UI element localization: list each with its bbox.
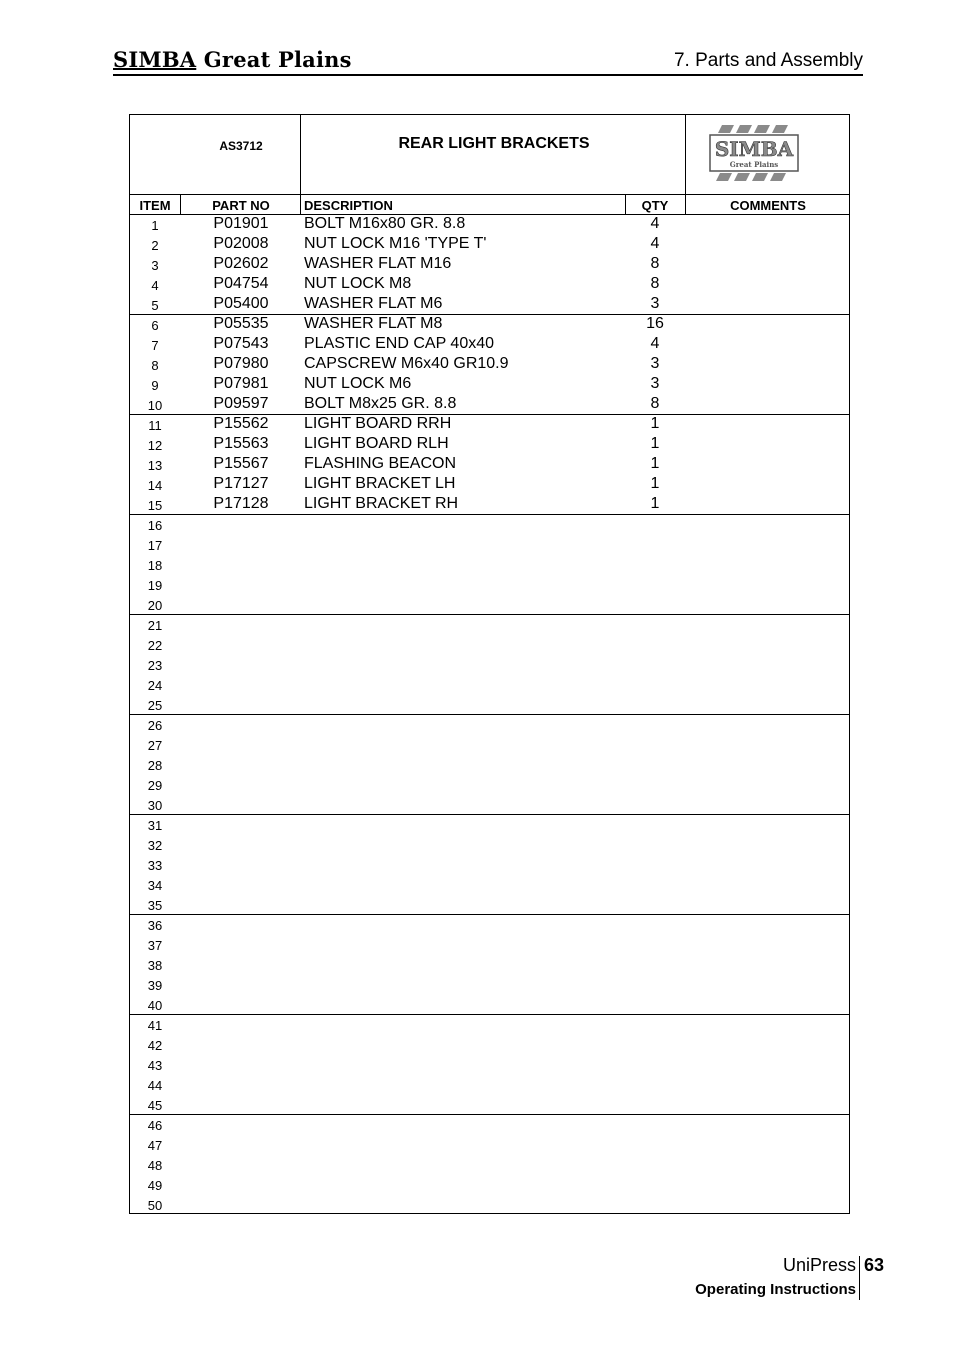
item-cell: 28 bbox=[147, 758, 163, 773]
table-row bbox=[130, 475, 849, 495]
description-cell: NUT LOCK M6 bbox=[304, 375, 412, 392]
description-cell: LIGHT BRACKET LH bbox=[304, 475, 456, 492]
item-cell: 36 bbox=[147, 918, 163, 933]
item-cell: 19 bbox=[147, 578, 163, 593]
item-cell: 5 bbox=[151, 298, 159, 313]
item-cell: 6 bbox=[151, 318, 159, 333]
part-no-cell: P07981 bbox=[213, 375, 269, 392]
table-row bbox=[130, 1155, 849, 1175]
item-cell: 31 bbox=[147, 818, 163, 833]
table-row bbox=[130, 1015, 849, 1035]
item-cell: 27 bbox=[147, 738, 163, 753]
part-no-cell: P01901 bbox=[213, 215, 269, 232]
item-cell: 32 bbox=[147, 838, 163, 853]
description-cell: NUT LOCK M8 bbox=[304, 275, 412, 292]
item-cell: 35 bbox=[147, 898, 163, 913]
qty-cell: 16 bbox=[646, 315, 664, 332]
table-row bbox=[130, 435, 849, 455]
description-cell: LIGHT BRACKET RH bbox=[304, 495, 459, 512]
item-cell: 49 bbox=[147, 1178, 163, 1193]
table-row bbox=[130, 915, 849, 935]
column-header-description: DESCRIPTION bbox=[304, 198, 393, 213]
table-row bbox=[130, 315, 849, 335]
table-row bbox=[130, 755, 849, 775]
table-row bbox=[130, 995, 849, 1015]
qty-cell: 3 bbox=[650, 355, 660, 372]
table-row bbox=[130, 375, 849, 395]
column-header-item: ITEM bbox=[139, 198, 171, 213]
table-row bbox=[130, 1115, 849, 1135]
table-row bbox=[130, 635, 849, 655]
table-row bbox=[130, 255, 849, 275]
item-cell: 30 bbox=[147, 798, 163, 813]
table-row bbox=[130, 615, 849, 635]
table-row bbox=[130, 455, 849, 475]
description-cell: BOLT M8x25 GR. 8.8 bbox=[304, 395, 457, 412]
description-cell: WASHER FLAT M8 bbox=[304, 315, 443, 332]
parts-rows bbox=[130, 215, 849, 1215]
table-row bbox=[130, 1135, 849, 1155]
table-row bbox=[130, 595, 849, 615]
qty-cell: 1 bbox=[650, 435, 660, 452]
qty-cell: 4 bbox=[650, 215, 660, 232]
table-row bbox=[130, 815, 849, 835]
description-cell: BOLT M16x80 GR. 8.8 bbox=[304, 215, 466, 232]
table-row bbox=[130, 1195, 849, 1215]
table-row bbox=[130, 895, 849, 915]
description-cell: LIGHT BOARD RRH bbox=[304, 415, 452, 432]
table-row bbox=[130, 1055, 849, 1075]
simba-logo-icon bbox=[708, 125, 802, 181]
column-header-top-rule bbox=[130, 194, 849, 195]
item-cell: 10 bbox=[147, 398, 163, 413]
part-no-cell: P04754 bbox=[213, 275, 269, 292]
qty-cell: 1 bbox=[650, 415, 660, 432]
brand-simba: SIMBA bbox=[113, 47, 197, 72]
qty-cell: 4 bbox=[650, 235, 660, 252]
footer-subtitle: Operating Instructions bbox=[695, 1281, 856, 1298]
table-row bbox=[130, 215, 849, 235]
table-row bbox=[130, 855, 849, 875]
column-header-part-no: PART NO bbox=[212, 198, 270, 213]
item-cell: 26 bbox=[147, 718, 163, 733]
part-no-cell: P05400 bbox=[213, 295, 269, 312]
qty-cell: 8 bbox=[650, 275, 660, 292]
part-no-cell: P07543 bbox=[213, 335, 269, 352]
item-cell: 25 bbox=[147, 698, 163, 713]
table-row bbox=[130, 795, 849, 815]
item-cell: 43 bbox=[147, 1058, 163, 1073]
assembly-title: REAR LIGHT BRACKETS bbox=[398, 135, 590, 152]
item-cell: 21 bbox=[147, 618, 163, 633]
item-cell: 15 bbox=[147, 498, 163, 513]
item-cell: 3 bbox=[151, 258, 159, 273]
part-no-cell: P15563 bbox=[213, 435, 269, 452]
item-cell: 39 bbox=[147, 978, 163, 993]
description-cell: WASHER FLAT M16 bbox=[304, 255, 452, 272]
part-no-cell: P17127 bbox=[213, 475, 269, 492]
table-row bbox=[130, 955, 849, 975]
item-cell: 29 bbox=[147, 778, 163, 793]
parts-table bbox=[129, 114, 850, 1214]
table-row bbox=[130, 515, 849, 535]
item-cell: 18 bbox=[147, 558, 163, 573]
assembly-number: AS3712 bbox=[219, 139, 263, 153]
item-cell: 13 bbox=[147, 458, 163, 473]
table-row bbox=[130, 655, 849, 675]
qty-cell: 4 bbox=[650, 335, 660, 352]
item-cell: 17 bbox=[147, 538, 163, 553]
table-row bbox=[130, 535, 849, 555]
item-cell: 4 bbox=[151, 278, 159, 293]
item-cell: 24 bbox=[147, 678, 163, 693]
table-row bbox=[130, 975, 849, 995]
column-header-qty: QTY bbox=[641, 198, 669, 213]
item-cell: 46 bbox=[147, 1118, 163, 1133]
item-cell: 9 bbox=[151, 378, 159, 393]
item-cell: 20 bbox=[147, 598, 163, 613]
description-cell: CAPSCREW M6x40 GR10.9 bbox=[304, 355, 509, 372]
table-row bbox=[130, 355, 849, 375]
item-cell: 1 bbox=[151, 218, 159, 233]
table-row bbox=[130, 1075, 849, 1095]
item-cell: 14 bbox=[147, 478, 163, 493]
item-cell: 42 bbox=[147, 1038, 163, 1053]
item-cell: 47 bbox=[147, 1138, 163, 1153]
item-cell: 44 bbox=[147, 1078, 163, 1093]
item-cell: 50 bbox=[147, 1198, 163, 1213]
part-no-cell: P15567 bbox=[213, 455, 269, 472]
item-cell: 41 bbox=[147, 1018, 163, 1033]
table-row bbox=[130, 1035, 849, 1055]
brand-title bbox=[113, 47, 352, 72]
table-row bbox=[130, 1175, 849, 1195]
footer-divider bbox=[859, 1256, 860, 1300]
table-row bbox=[130, 695, 849, 715]
qty-cell: 8 bbox=[650, 255, 660, 272]
brand-great-plains: Great Plains bbox=[203, 47, 352, 72]
svg-text:Great Plains: Great Plains bbox=[729, 160, 779, 169]
table-row bbox=[130, 415, 849, 435]
page-number: 63 bbox=[864, 1255, 885, 1275]
qty-cell: 1 bbox=[650, 475, 660, 492]
item-cell: 23 bbox=[147, 658, 163, 673]
description-cell: LIGHT BOARD RLH bbox=[304, 435, 449, 452]
table-row bbox=[130, 295, 849, 315]
item-cell: 40 bbox=[147, 998, 163, 1013]
table-row bbox=[130, 495, 849, 515]
item-cell: 2 bbox=[151, 238, 159, 253]
table-row bbox=[130, 395, 849, 415]
part-no-cell: P17128 bbox=[213, 495, 269, 512]
item-cell: 45 bbox=[147, 1098, 163, 1113]
simba-logo bbox=[708, 125, 802, 181]
table-row bbox=[130, 275, 849, 295]
table-row bbox=[130, 875, 849, 895]
part-no-cell: P09597 bbox=[213, 395, 269, 412]
item-cell: 48 bbox=[147, 1158, 163, 1173]
qty-cell: 1 bbox=[650, 495, 660, 512]
footer-product: UniPress bbox=[782, 1255, 856, 1275]
table-row bbox=[130, 235, 849, 255]
table-row bbox=[130, 715, 849, 735]
description-cell: NUT LOCK M16 'TYPE T' bbox=[304, 235, 487, 252]
part-no-cell: P05535 bbox=[213, 315, 269, 332]
item-cell: 11 bbox=[148, 418, 162, 433]
table-row bbox=[130, 555, 849, 575]
qty-cell: 3 bbox=[650, 295, 660, 312]
part-no-cell: P02602 bbox=[213, 255, 269, 272]
item-cell: 16 bbox=[147, 518, 163, 533]
qty-cell: 3 bbox=[650, 375, 660, 392]
description-cell: WASHER FLAT M6 bbox=[304, 295, 443, 312]
description-cell: FLASHING BEACON bbox=[304, 455, 457, 472]
item-cell: 33 bbox=[147, 858, 163, 873]
description-cell: PLASTIC END CAP 40x40 bbox=[304, 335, 495, 352]
part-no-cell: P15562 bbox=[213, 415, 269, 432]
table-row bbox=[130, 735, 849, 755]
table-row bbox=[130, 675, 849, 695]
part-no-cell: P02008 bbox=[213, 235, 269, 252]
table-row bbox=[130, 335, 849, 355]
item-cell: 38 bbox=[147, 958, 163, 973]
header-rule bbox=[113, 74, 863, 76]
item-cell: 34 bbox=[147, 878, 163, 893]
table-row bbox=[130, 935, 849, 955]
section-title: 7. Parts and Assembly bbox=[673, 50, 863, 71]
table-row bbox=[130, 835, 849, 855]
qty-cell: 1 bbox=[650, 455, 660, 472]
item-cell: 8 bbox=[151, 358, 159, 373]
part-no-cell: P07980 bbox=[213, 355, 269, 372]
table-row bbox=[130, 1095, 849, 1115]
item-cell: 37 bbox=[147, 938, 163, 953]
svg-text:SIMBA: SIMBA bbox=[714, 137, 794, 161]
table-row bbox=[130, 775, 849, 795]
column-header-comments: COMMENTS bbox=[730, 198, 806, 213]
item-cell: 7 bbox=[151, 338, 159, 353]
table-row bbox=[130, 575, 849, 595]
item-cell: 12 bbox=[147, 438, 163, 453]
item-cell: 22 bbox=[147, 638, 163, 653]
qty-cell: 8 bbox=[650, 395, 660, 412]
